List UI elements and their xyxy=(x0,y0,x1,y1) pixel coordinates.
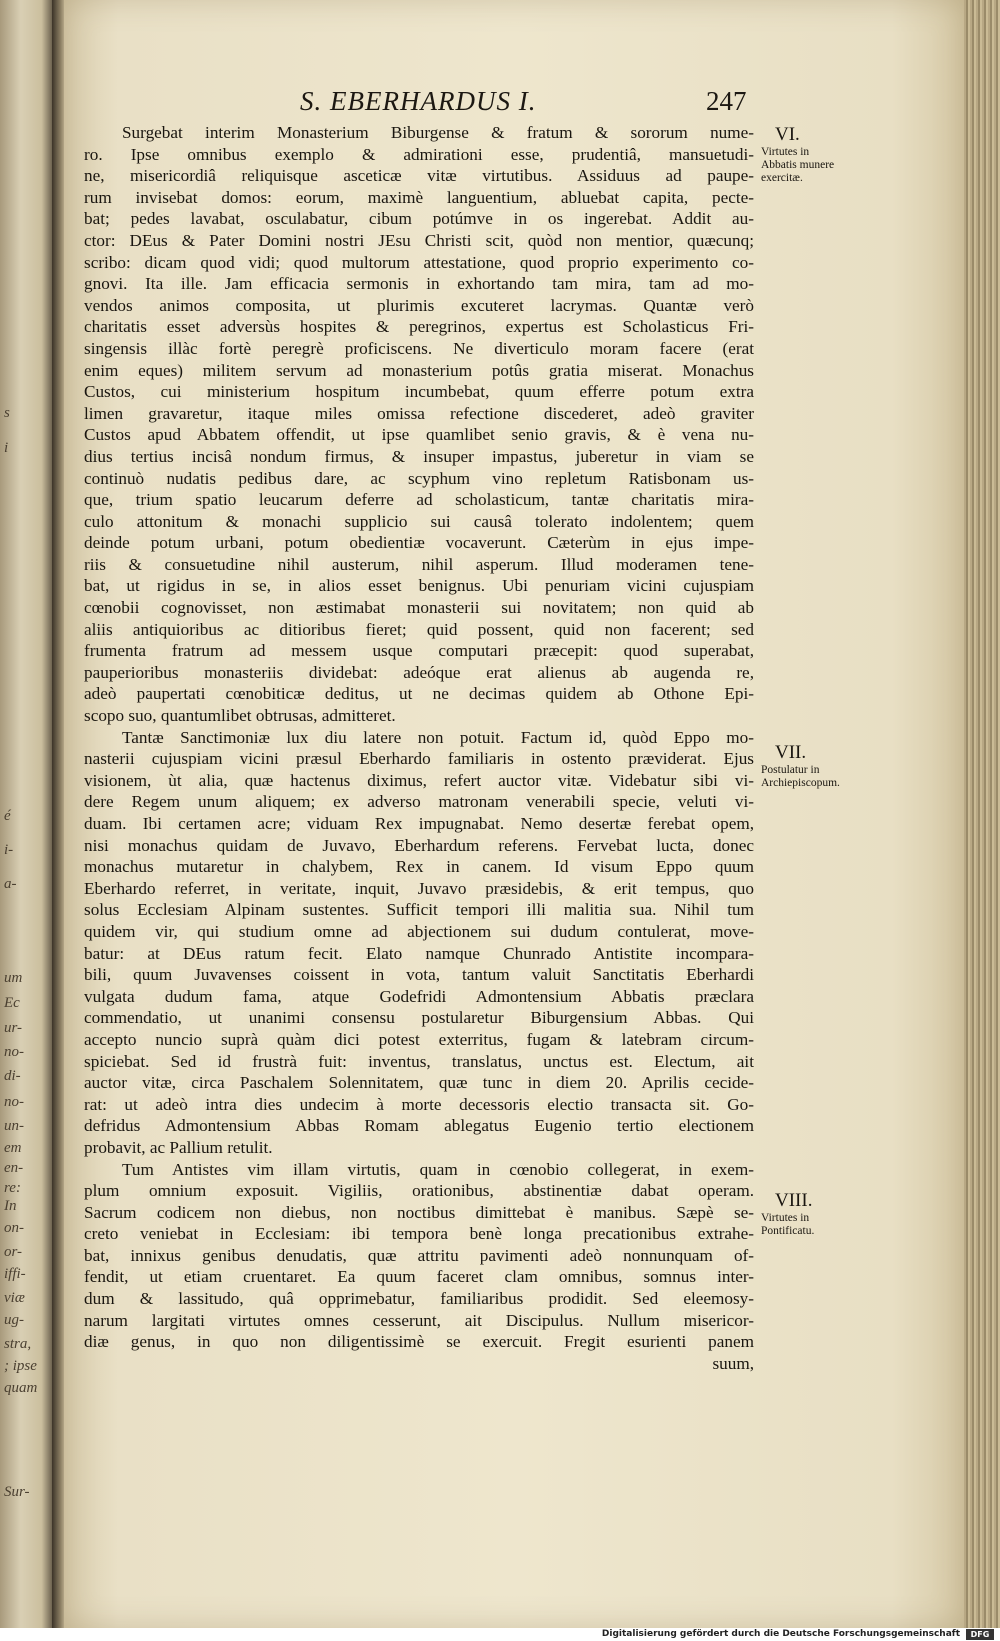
facing-page-fragment: re: xyxy=(4,1180,21,1196)
body-text xyxy=(84,122,754,1374)
text-line: gnovi. Ita ille. Jam efficacia sermonis in exhortando tam mira, tam ad mo- xyxy=(84,274,754,294)
dfg-logo: DFG xyxy=(966,1629,994,1640)
text-line: scopo suo, quantumlibet obtrusas, admitteret. xyxy=(84,706,396,726)
facing-page-fragment: Sur- xyxy=(4,1484,30,1500)
text-line: diæ genus, in quo non diligentissimè se exercuit. Fregit esurienti panem xyxy=(84,1332,754,1352)
text-line: frumenta fratrum ad messem usque computari præcepit: quod superabat, xyxy=(84,641,754,661)
facing-page-fragment: on- xyxy=(4,1220,24,1236)
text-line: limen gravaretur, itaque miles omissa refectione discederet, adeò graviter xyxy=(84,403,754,423)
facing-page-fragment: un- xyxy=(4,1118,24,1134)
text-line: auctor vitæ, circa Paschalem Solennitatem, quæ tunc in diem 20. Aprilis cecide- xyxy=(84,1073,754,1093)
digitization-credit: Digitalisierung gefördert durch die Deutsche Forschungsgemeinschaft xyxy=(601,1629,960,1639)
text-line: adeò paupertati cœnobiticæ deditus, ut ne decimas quidem ab Othone Epi- xyxy=(84,684,754,704)
text-line: singensis illàc fortè peregrè proficiscens. Ne diverticulo moram facere (erat xyxy=(84,338,754,358)
facing-page-fragment: viæ xyxy=(4,1290,25,1306)
text-line: dius tertius incisâ nondum firmus, & insuper impastus, juberetur in viam se xyxy=(84,446,754,466)
margin-summary: Postulatur in Archiepiscopum. xyxy=(761,764,840,789)
text-line: ne, misericordiâ reliquisque asceticæ vitæ virtutibus. Assiduus ad paupe- xyxy=(84,166,754,186)
text-line: spiciebat. Sed id frustrà fuit: inventus, translatus, unctus est. Electum, ait xyxy=(84,1051,754,1071)
facing-page-fragment: i xyxy=(4,440,9,456)
margin-section-number: VI. xyxy=(775,124,800,145)
text-line: aliis antiquioribus ac ditioribus fieret; quid possent, quid non facerent; sed xyxy=(84,619,754,639)
text-line: Tum Antistes vim illam virtutis, quam in cœnobio collegerat, in exem- xyxy=(122,1159,754,1179)
text-line: Custos apud Abbatem offendit, ut ipse quamlibet senio gravis, & è vena nu- xyxy=(84,425,754,445)
running-head: S. EBERHARDUS I. xyxy=(300,86,537,116)
text-line: solus Ecclesiam Alpinam sustentes. Sufficit tempori illi malitia sua. Nihil tum xyxy=(84,900,754,920)
margin-summary: Virtutes in Pontificatu. xyxy=(761,1212,815,1237)
facing-page-fragment: di- xyxy=(4,1068,21,1084)
text-line: Custos, cui ministerium hospitum incumbebat, quum efferre potum extra xyxy=(84,382,754,402)
text-line: accepto nuncio suprà quàm dici potest exterritus, fugam & latebram circum- xyxy=(84,1029,754,1049)
text-line: bili, quum Juvavenses coissent in vota, tantum valuit Sanctitatis Eberhardi xyxy=(84,965,754,985)
page-number: 247 xyxy=(706,86,747,116)
text-line: narum largitati virtutes omnes cesserunt, ait Discipulus. Nullum misericor- xyxy=(84,1310,754,1330)
text-line: creto veniebat in Ecclesiam: ibi tempora benè longa precationibus extrahe- xyxy=(84,1224,754,1244)
text-line: Tantæ Sanctimoniæ lux diu latere non potuit. Factum id, quòd Eppo mo- xyxy=(122,727,754,747)
facing-page-fragment: ug- xyxy=(4,1312,24,1328)
text-line: scribo: dicam quod vidi; quod multorum attestatione, quod proprio experimento co- xyxy=(84,252,754,272)
facing-page-fragment: ur- xyxy=(4,1020,23,1036)
text-line: bat; pedes lavabat, osculabatur, cibum potúmve in os ingerebat. Addit au- xyxy=(84,209,754,229)
text-line: culo attonitum & monachi supplicio sui causâ tolerato indolentem; quem xyxy=(84,511,754,531)
text-line: vendos animos composita, ut plurimis excuteret lacrymas. Quantæ verò xyxy=(84,295,754,315)
text-line: rat: ut adeò intra dies undecim à morte decessoris electio transacta sit. Go- xyxy=(84,1094,754,1114)
text-line: visionem, ùt alia, quæ hactenus diximus, refert auctor vitæ. Videbatur sibi vi- xyxy=(84,770,754,790)
margin-summary: Virtutes in Abbatis munere exercitæ. xyxy=(761,146,835,184)
text-line: que, trium spatio leucarum deferre ad scholasticum, tantæ charitatis mira- xyxy=(84,490,754,510)
text-line: monachus mutaretur in chalybem, Rex in canem. Id visum Eppo quum xyxy=(84,857,754,877)
text-line: plum omnium exposuit. Vigiliis, orationibus, abstinentiæ dabat operam. xyxy=(84,1181,754,1201)
text-line: Eberhardo referret, in veritate, inquit, Juvavo præsidebis, & erit tempus, quo xyxy=(84,878,754,898)
margin-note-vii xyxy=(761,742,847,790)
text-line: pauperioribus monasteriis dividebat: adeóque erat alienus ab augenda re, xyxy=(84,662,754,682)
catchword: suum, xyxy=(712,1353,754,1373)
text-line: dere Regem unum aliquem; ex adverso matronam venerabili specie, veluti vi- xyxy=(84,792,754,812)
text-line: Surgebat interim Monasterium Biburgense & fratum & sororum nume- xyxy=(122,123,754,142)
margin-section-number: VII. xyxy=(775,742,807,763)
text-line: rum invisebat domos: eorum, maximè languentium, abluebat capita, pecte- xyxy=(84,187,754,207)
text-line: bat, innixus genibus denudatis, quæ attritu pavimenti adeò nonnunquam of- xyxy=(84,1245,754,1265)
text-line: ro. Ipse omnibus exemplo & admirationi esse, prudentiâ, mansuetudi- xyxy=(84,144,754,164)
facing-page-fragment: iffi- xyxy=(4,1266,26,1282)
text-line: commendatio, ut unanimi consensu postularetur Biburgensium Abbas. Qui xyxy=(84,1008,754,1028)
text-line: Sacrum codicem non diebus, non noctibus dimittebat è manibus. Sæpè se- xyxy=(84,1202,754,1222)
facing-page-fragment: no- xyxy=(4,1044,24,1060)
facing-page-fragment: a- xyxy=(4,876,17,892)
margin-note-viii xyxy=(761,1190,847,1238)
facing-page-fragment: s xyxy=(4,405,10,421)
facing-page-fragment: um xyxy=(4,970,23,986)
text-line: bat, ut rigidus in se, in alios esset benignus. Ubi penuriam vicini cujuspiam xyxy=(84,576,754,596)
facing-page-fragment: In xyxy=(4,1198,17,1214)
text-line: batur: at DEus ratum fecit. Elato namque Chunrado Antistite incompara- xyxy=(84,943,754,963)
facing-page-fragment: stra, xyxy=(4,1336,32,1352)
margin-section-number: VIII. xyxy=(775,1190,813,1211)
text-line: riis & consuetudine nihil austerum, nihil asperum. Illud moderamen tene- xyxy=(84,554,754,574)
facing-page-fragment: Ec xyxy=(4,995,20,1011)
text-line: quidem vir, qui studium omne ad abjectionem sui dudum contulerat, move- xyxy=(84,921,754,941)
text-line: nisi monachus quidam de Juvavo, Eberhardum referens. Fervebat lucta, donec xyxy=(84,835,754,855)
facing-page-fragment: en- xyxy=(4,1160,24,1176)
text-line: nasterii cujuspiam vicini præsul Eberhardo familiaris in ostento præviderat. Ejus xyxy=(84,749,754,769)
facing-page-fragment: é xyxy=(4,808,11,824)
text-line: ctor: DEus & Pater Domini nostri JEsu Christi scit, quòd non mentior, quæcunq; xyxy=(84,230,754,250)
facing-page-fragment: or- xyxy=(4,1244,23,1260)
text-line: probavit, ac Pallium retulit. xyxy=(84,1137,273,1157)
page-edges xyxy=(964,0,1000,1628)
text-line: fendit, ut etiam cruentaret. Ea quum faceret clam omnibus, somnus inter- xyxy=(84,1267,754,1287)
text-line: duam. Ibi certamen acre; viduam Rex impugnabat. Nemo desertæ ferebat opem, xyxy=(84,814,754,833)
facing-page-fragment: em xyxy=(4,1140,22,1156)
text-line: dum & lassitudo, quâ opprimebatur, familiaribus prodidit. Sed eleemosy- xyxy=(84,1289,754,1309)
facing-page-fragment: ; ipse xyxy=(4,1358,37,1374)
text-line: cœnobii cognovisset, non æstimabat monasterii sui novitatem; non quid ab xyxy=(84,598,754,618)
text-line: charitatis esset adversùs hospites & peregrinos, expertus est Scholasticus Fri- xyxy=(84,317,754,337)
text-line: continuò nudatis pedibus dare, ac scyphum vino repletum Ratisbonam us- xyxy=(84,468,754,488)
facing-page-fragment: quam xyxy=(4,1380,38,1396)
text-line: vulgata dudum fama, atque Godefridi Admontensium Abbatis præclara xyxy=(84,986,754,1006)
text-line: deinde potum urbani, potum obedientiæ vocaverunt. Cæterùm in ejus impe- xyxy=(84,533,754,553)
text-line: enim eques) militem servum ad monasterium potûs gratia miserat. Monachus xyxy=(84,360,754,380)
margin-note-vi xyxy=(761,124,847,185)
facing-page-fragment: no- xyxy=(4,1094,24,1110)
text-line: defridus Admontensium Abbas Romam ablegatus Eugenio tertio electionem xyxy=(84,1116,754,1136)
facing-page-fragment: i- xyxy=(4,842,14,858)
